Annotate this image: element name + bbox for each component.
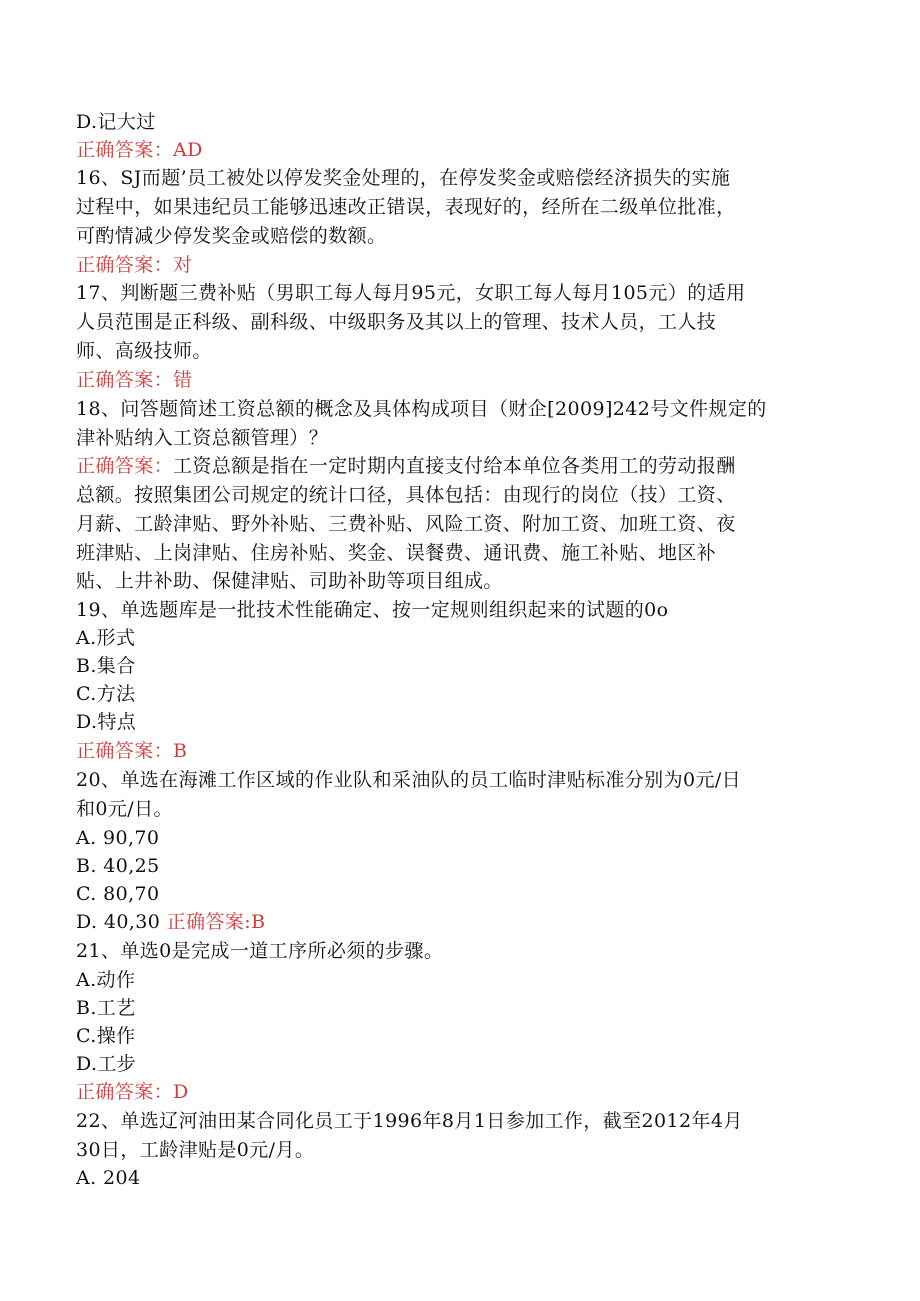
answer-label: 正确答案： <box>76 455 174 477</box>
answer-body-line: 贴、上井补助、保健津贴、司助补助等项目组成。 <box>76 570 503 592</box>
question-line: 30日，工龄津贴是0元/月。 <box>76 1139 315 1161</box>
option-line: C.方法 <box>76 683 136 705</box>
option-line: A. 204 <box>76 1167 141 1189</box>
question-line: 17、判断题三费补贴（男职工每人每月95元，女职工每人每月105元）的适用 <box>76 282 746 304</box>
option-line: C. 80,70 <box>76 883 160 905</box>
option-line: C.操作 <box>76 1025 136 1047</box>
option-line: B.集合 <box>76 655 136 677</box>
option-line: A. 90,70 <box>76 827 160 849</box>
answer-line: 正确答案：错 <box>76 369 193 391</box>
question-line: 21、单选0是完成一道工序所必须的步骤。 <box>76 940 444 962</box>
answer-line: 正确答案：D <box>76 1081 189 1103</box>
option-line: A.动作 <box>76 969 136 991</box>
option-line <box>76 908 265 936</box>
question-line: 师、高级技师。 <box>76 340 212 362</box>
question-line: 可酌情减少停发奖金或赔偿的数额。 <box>76 225 387 247</box>
answer-line <box>76 452 736 480</box>
answer-body-line: 总额。按照集团公司规定的统计口径，具体包括：由现行的岗位（技）工资、 <box>76 484 736 506</box>
option-text: D. 40,30 <box>76 911 167 933</box>
answer-text: 工资总额是指在一定时期内直接支付给本单位各类用工的劳动报酬 <box>173 455 736 477</box>
question-line: 16、SJ而题’员工被处以停发奖金处理的，在停发奖金或赔偿经济损失的实施 <box>76 167 731 189</box>
option-line: B.工艺 <box>76 997 136 1019</box>
answer-line: 正确答案：B <box>76 740 188 762</box>
question-line: 20、单选在海滩工作区域的作业队和采油队的员工临时津贴标准分别为0元/日 <box>76 769 742 791</box>
question-line: 19、单选题库是一批技术性能确定、按一定规则组织起来的试题的0o <box>76 599 669 621</box>
option-line: B. 40,25 <box>76 855 160 877</box>
option-line: D.记大过 <box>76 111 156 133</box>
question-line: 过程中，如果违纪员工能够迅速改正错误，表现好的，经所在二级单位批准， <box>76 196 736 218</box>
question-line: 津补贴纳入工资总额管理）？ <box>76 427 329 449</box>
question-line: 18、问答题简述工资总额的概念及具体构成项目（财企[2009]242号文件规定的 <box>76 398 767 420</box>
question-line: 和0元/日。 <box>76 798 173 820</box>
option-line: A.形式 <box>76 627 136 649</box>
answer-label: 正确答案:B <box>166 911 266 933</box>
answer-line: 正确答案：AD <box>76 139 203 161</box>
answer-body-line: 班津贴、上岗津贴、住房补贴、奖金、误餐费、通讯费、施工补贴、地区补 <box>76 542 717 564</box>
option-line: D.工步 <box>76 1053 137 1075</box>
question-line: 人员范围是正科级、副科级、中级职务及其以上的管理、技术人员，工人技 <box>76 311 717 333</box>
option-line: D.特点 <box>76 711 137 733</box>
answer-body-line: 月薪、工龄津贴、野外补贴、三费补贴、风险工资、附加工资、加班工资、夜 <box>76 513 736 535</box>
answer-line: 正确答案：对 <box>76 254 193 276</box>
question-line: 22、单选辽河油田某合同化员工于1996年8月1日参加工作，截至2012年4月 <box>76 1110 743 1132</box>
